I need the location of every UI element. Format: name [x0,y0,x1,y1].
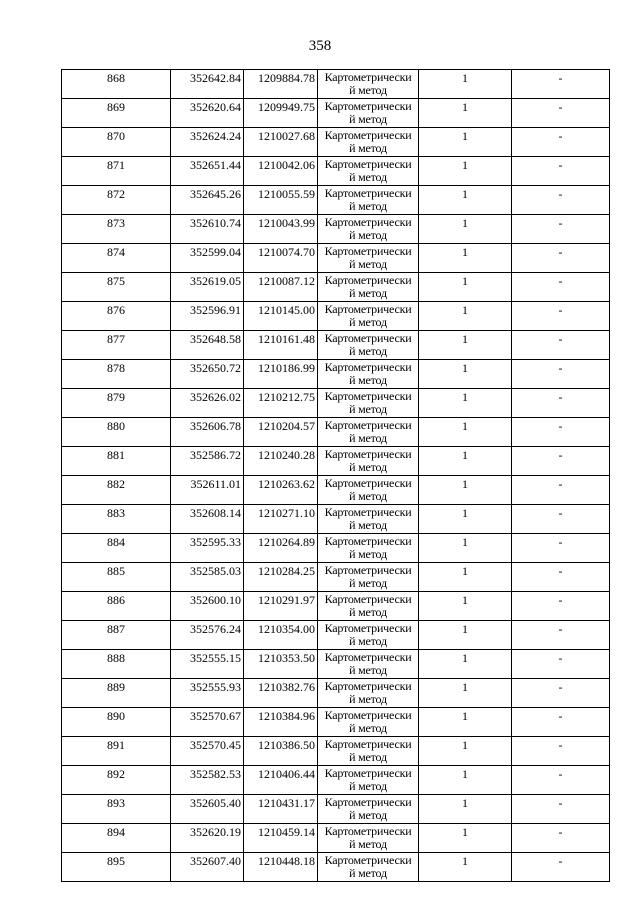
y-coordinate-cell: 1209884.78 [244,70,318,99]
method-line-1: Картометрически [324,679,412,693]
description-cell: - [512,157,610,186]
description-cell: - [512,186,610,215]
coordinates-table-body [62,70,610,882]
method-line-1: Картометрически [324,128,412,142]
method-line-1: Картометрически [324,360,412,374]
table-row [62,824,610,853]
table-row [62,853,610,882]
point-number-cell: 889 [62,679,171,708]
precision-cell: 1 [419,621,512,650]
method-line-2: й метод [349,402,387,416]
description-cell: - [512,679,610,708]
y-coordinate-cell: 1210271.10 [244,505,318,534]
point-number-cell: 868 [62,70,171,99]
method-line-1: Картометрически [324,476,412,490]
method-cell [318,824,419,853]
method-line-1: Картометрически [324,621,412,635]
method-line-2: й метод [349,547,387,561]
x-coordinate-cell: 352648.58 [171,331,244,360]
method-cell [318,70,419,99]
table-row [62,737,610,766]
method-line-2: й метод [349,83,387,97]
table-row [62,302,610,331]
precision-cell: 1 [419,795,512,824]
table-row [62,99,610,128]
precision-cell: 1 [419,766,512,795]
method-line-2: й метод [349,112,387,126]
table-row [62,70,610,99]
method-line-2: й метод [349,605,387,619]
x-coordinate-cell: 352610.74 [171,215,244,244]
table-row [62,505,610,534]
method-cell [318,708,419,737]
y-coordinate-cell: 1210384.96 [244,708,318,737]
x-coordinate-cell: 352620.19 [171,824,244,853]
y-coordinate-cell: 1210284.25 [244,563,318,592]
x-coordinate-cell: 352606.78 [171,418,244,447]
y-coordinate-cell: 1210291.97 [244,592,318,621]
point-number-cell: 888 [62,650,171,679]
description-cell: - [512,853,610,882]
precision-cell: 1 [419,563,512,592]
y-coordinate-cell: 1209949.75 [244,99,318,128]
table-row [62,418,610,447]
method-line-1: Картометрически [324,215,412,229]
method-line-2: й метод [349,257,387,271]
description-cell: - [512,70,610,99]
x-coordinate-cell: 352645.26 [171,186,244,215]
y-coordinate-cell: 1210264.89 [244,534,318,563]
point-number-cell: 894 [62,824,171,853]
method-cell [318,302,419,331]
method-cell [318,592,419,621]
point-number-cell: 895 [62,853,171,882]
point-number-cell: 880 [62,418,171,447]
method-line-2: й метод [349,315,387,329]
method-cell [318,737,419,766]
point-number-cell: 884 [62,534,171,563]
x-coordinate-cell: 352619.05 [171,273,244,302]
method-line-1: Картометрически [324,418,412,432]
method-line-2: й метод [349,779,387,793]
method-line-1: Картометрически [324,534,412,548]
table-row [62,128,610,157]
y-coordinate-cell: 1210055.59 [244,186,318,215]
method-cell [318,650,419,679]
method-line-2: й метод [349,808,387,822]
table-row [62,331,610,360]
table-row [62,476,610,505]
method-line-1: Картометрически [324,853,412,867]
x-coordinate-cell: 352586.72 [171,447,244,476]
method-line-2: й метод [349,199,387,213]
precision-cell: 1 [419,331,512,360]
description-cell: - [512,650,610,679]
precision-cell: 1 [419,128,512,157]
point-number-cell: 876 [62,302,171,331]
point-number-cell: 874 [62,244,171,273]
method-line-1: Картометрически [324,708,412,722]
point-number-cell: 875 [62,273,171,302]
precision-cell: 1 [419,708,512,737]
table-row [62,563,610,592]
description-cell: - [512,766,610,795]
method-line-2: й метод [349,373,387,387]
precision-cell: 1 [419,447,512,476]
table-row [62,244,610,273]
y-coordinate-cell: 1210161.48 [244,331,318,360]
method-cell [318,186,419,215]
method-line-1: Картометрически [324,766,412,780]
method-line-1: Картометрически [324,186,412,200]
point-number-cell: 893 [62,795,171,824]
method-line-2: й метод [349,489,387,503]
point-number-cell: 872 [62,186,171,215]
method-line-2: й метод [349,663,387,677]
point-number-cell: 882 [62,476,171,505]
x-coordinate-cell: 352600.10 [171,592,244,621]
precision-cell: 1 [419,70,512,99]
x-coordinate-cell: 352624.24 [171,128,244,157]
x-coordinate-cell: 352576.24 [171,621,244,650]
table-row [62,186,610,215]
x-coordinate-cell: 352626.02 [171,389,244,418]
method-cell [318,99,419,128]
point-number-cell: 891 [62,737,171,766]
precision-cell: 1 [419,186,512,215]
precision-cell: 1 [419,389,512,418]
y-coordinate-cell: 1210448.18 [244,853,318,882]
method-cell [318,331,419,360]
x-coordinate-cell: 352555.15 [171,650,244,679]
description-cell: - [512,418,610,447]
y-coordinate-cell: 1210382.76 [244,679,318,708]
method-line-1: Картометрически [324,447,412,461]
method-line-2: й метод [349,170,387,184]
table-row [62,215,610,244]
x-coordinate-cell: 352607.40 [171,853,244,882]
y-coordinate-cell: 1210074.70 [244,244,318,273]
method-line-1: Картометрически [324,302,412,316]
method-cell [318,679,419,708]
point-number-cell: 892 [62,766,171,795]
description-cell: - [512,244,610,273]
table-row [62,650,610,679]
table-row [62,157,610,186]
precision-cell: 1 [419,505,512,534]
description-cell: - [512,708,610,737]
point-number-cell: 890 [62,708,171,737]
table-row [62,795,610,824]
x-coordinate-cell: 352650.72 [171,360,244,389]
method-line-1: Картометрически [324,331,412,345]
description-cell: - [512,128,610,157]
precision-cell: 1 [419,302,512,331]
method-cell [318,853,419,882]
point-number-cell: 870 [62,128,171,157]
y-coordinate-cell: 1210186.99 [244,360,318,389]
page-number: 358 [308,38,332,54]
method-line-2: й метод [349,576,387,590]
method-line-2: й метод [349,141,387,155]
method-cell [318,534,419,563]
x-coordinate-cell: 352596.91 [171,302,244,331]
method-line-2: й метод [349,228,387,242]
method-cell [318,273,419,302]
table-row [62,592,610,621]
y-coordinate-cell: 1210043.99 [244,215,318,244]
y-coordinate-cell: 1210027.68 [244,128,318,157]
y-coordinate-cell: 1210406.44 [244,766,318,795]
method-cell [318,476,419,505]
description-cell: - [512,215,610,244]
x-coordinate-cell: 352651.44 [171,157,244,186]
y-coordinate-cell: 1210263.62 [244,476,318,505]
point-number-cell: 871 [62,157,171,186]
table-row [62,273,610,302]
x-coordinate-cell: 352555.93 [171,679,244,708]
x-coordinate-cell: 352620.64 [171,99,244,128]
y-coordinate-cell: 1210431.17 [244,795,318,824]
method-cell [318,766,419,795]
x-coordinate-cell: 352582.53 [171,766,244,795]
point-number-cell: 886 [62,592,171,621]
point-number-cell: 869 [62,99,171,128]
description-cell: - [512,389,610,418]
description-cell: - [512,360,610,389]
method-cell [318,128,419,157]
method-cell [318,563,419,592]
precision-cell: 1 [419,679,512,708]
method-cell [318,795,419,824]
y-coordinate-cell: 1210145.00 [244,302,318,331]
method-line-2: й метод [349,344,387,358]
x-coordinate-cell: 352611.01 [171,476,244,505]
description-cell: - [512,273,610,302]
method-line-1: Картометрически [324,273,412,287]
method-cell [318,621,419,650]
precision-cell: 1 [419,853,512,882]
point-number-cell: 879 [62,389,171,418]
method-line-1: Картометрически [324,737,412,751]
method-line-2: й метод [349,866,387,880]
y-coordinate-cell: 1210386.50 [244,737,318,766]
x-coordinate-cell: 352595.33 [171,534,244,563]
y-coordinate-cell: 1210087.12 [244,273,318,302]
precision-cell: 1 [419,737,512,766]
method-line-1: Картометрически [324,824,412,838]
method-cell [318,389,419,418]
precision-cell: 1 [419,650,512,679]
method-cell [318,360,419,389]
point-number-cell: 885 [62,563,171,592]
precision-cell: 1 [419,99,512,128]
precision-cell: 1 [419,592,512,621]
method-line-2: й метод [349,634,387,648]
method-line-2: й метод [349,721,387,735]
description-cell: - [512,795,610,824]
description-cell: - [512,824,610,853]
coordinates-table [61,69,610,882]
precision-cell: 1 [419,476,512,505]
precision-cell: 1 [419,360,512,389]
method-line-2: й метод [349,286,387,300]
point-number-cell: 873 [62,215,171,244]
method-cell [318,505,419,534]
method-line-1: Картометрически [324,157,412,171]
description-cell: - [512,737,610,766]
method-cell [318,447,419,476]
x-coordinate-cell: 352570.45 [171,737,244,766]
point-number-cell: 877 [62,331,171,360]
method-line-1: Картометрически [324,99,412,113]
table-row [62,389,610,418]
y-coordinate-cell: 1210354.00 [244,621,318,650]
description-cell: - [512,476,610,505]
method-line-1: Картометрически [324,505,412,519]
point-number-cell: 883 [62,505,171,534]
point-number-cell: 887 [62,621,171,650]
precision-cell: 1 [419,418,512,447]
x-coordinate-cell: 352605.40 [171,795,244,824]
method-line-2: й метод [349,750,387,764]
method-line-2: й метод [349,431,387,445]
description-cell: - [512,534,610,563]
description-cell: - [512,505,610,534]
precision-cell: 1 [419,215,512,244]
y-coordinate-cell: 1210353.50 [244,650,318,679]
description-cell: - [512,621,610,650]
precision-cell: 1 [419,824,512,853]
method-line-1: Картометрически [324,795,412,809]
method-cell [318,244,419,273]
method-line-2: й метод [349,460,387,474]
y-coordinate-cell: 1210212.75 [244,389,318,418]
method-line-1: Картометрически [324,70,412,84]
method-cell [318,418,419,447]
x-coordinate-cell: 352570.67 [171,708,244,737]
method-line-2: й метод [349,837,387,851]
method-line-1: Картометрически [324,389,412,403]
table-row [62,360,610,389]
method-line-1: Картометрически [324,244,412,258]
precision-cell: 1 [419,273,512,302]
table-row [62,679,610,708]
method-line-1: Картометрически [324,650,412,664]
x-coordinate-cell: 352585.03 [171,563,244,592]
method-line-2: й метод [349,692,387,706]
description-cell: - [512,331,610,360]
x-coordinate-cell: 352642.84 [171,70,244,99]
precision-cell: 1 [419,534,512,563]
description-cell: - [512,592,610,621]
x-coordinate-cell: 352608.14 [171,505,244,534]
method-line-2: й метод [349,518,387,532]
description-cell: - [512,99,610,128]
precision-cell: 1 [419,244,512,273]
method-cell [318,215,419,244]
y-coordinate-cell: 1210204.57 [244,418,318,447]
description-cell: - [512,563,610,592]
description-cell: - [512,447,610,476]
method-line-1: Картометрически [324,563,412,577]
x-coordinate-cell: 352599.04 [171,244,244,273]
point-number-cell: 878 [62,360,171,389]
point-number-cell: 881 [62,447,171,476]
table-row [62,621,610,650]
table-row [62,766,610,795]
y-coordinate-cell: 1210240.28 [244,447,318,476]
table-row [62,708,610,737]
table-row [62,447,610,476]
method-cell [318,157,419,186]
table-row [62,534,610,563]
method-line-1: Картометрически [324,592,412,606]
description-cell: - [512,302,610,331]
y-coordinate-cell: 1210459.14 [244,824,318,853]
precision-cell: 1 [419,157,512,186]
y-coordinate-cell: 1210042.06 [244,157,318,186]
